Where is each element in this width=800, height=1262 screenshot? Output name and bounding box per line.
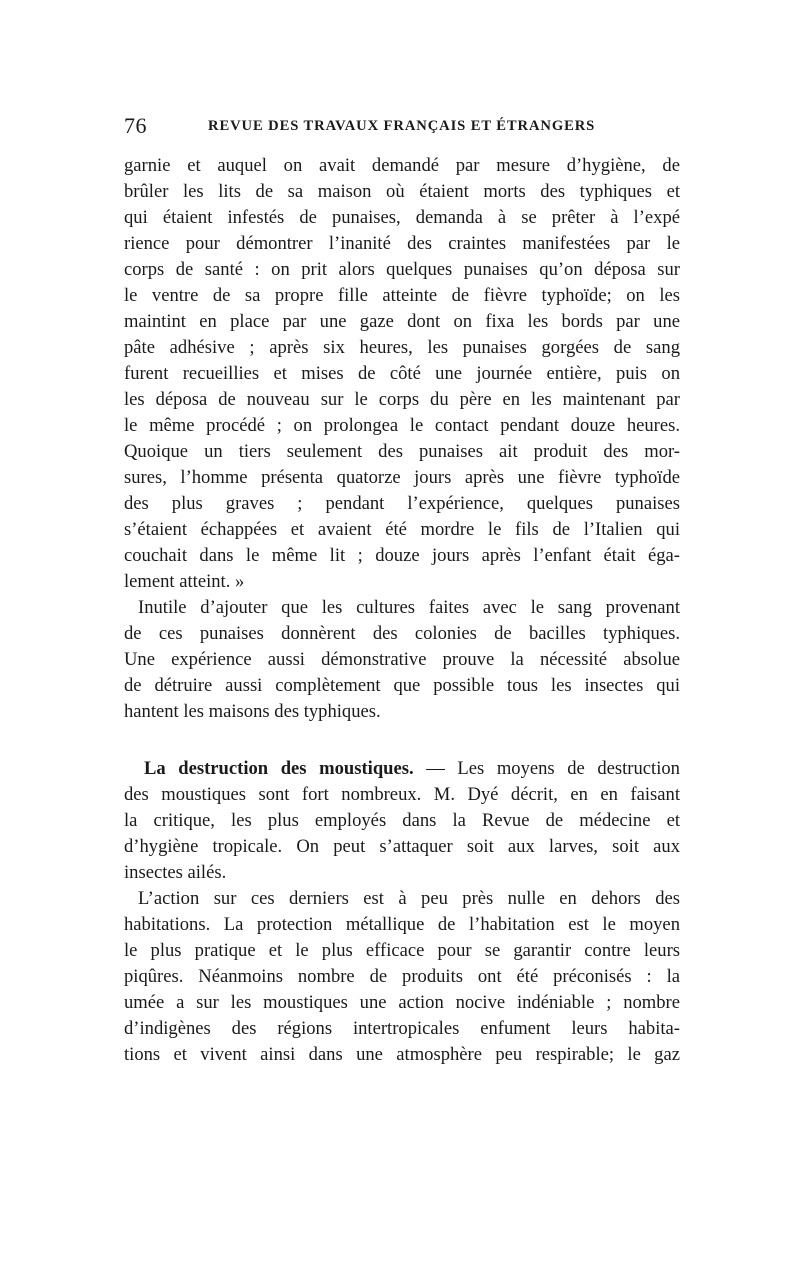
text-line: de ces punaises donnèrent des colonies de bacilles typhiques. <box>124 623 680 644</box>
text-line: d’hygiène tropicale. On peut s’attaquer soit aux larves, soit aux <box>124 836 680 857</box>
text-line: maintint en place par une gaze dont on fixa les bords par une <box>124 311 680 332</box>
text-line: furent recueillies et mises de côté une journée entière, puis on <box>124 363 680 384</box>
text-line: umée a sur les moustiques une action nocive indéniable ; nombre <box>124 992 680 1013</box>
text-line: le ventre de sa propre fille atteinte de fièvre typhoïde; on les <box>124 285 680 306</box>
text-line: qui étaient infestés de punaises, demanda à se prêter à l’expé <box>124 207 680 228</box>
text-line: habitations. La protection métallique de l’habitation est le moyen <box>124 914 680 935</box>
text-line: la critique, les plus employés dans la Revue de médecine et <box>124 810 680 831</box>
text-line: de détruire aussi complètement que possible tous les insectes qui <box>124 675 680 696</box>
text-line: couchait dans le même lit ; douze jours après l’enfant était éga- <box>124 545 680 566</box>
text-line: L’action sur ces derniers est à peu près nulle en dehors des <box>138 888 680 909</box>
text-line: brûler les lits de sa maison où étaient morts des typhiques et <box>124 181 680 202</box>
text-line: lement atteint. » <box>124 571 245 592</box>
text-line: tions et vivent ainsi dans une atmosphère peu respirable; le gaz <box>124 1044 680 1065</box>
text-line: Une expérience aussi démonstrative prouve la nécessité absolue <box>124 649 680 670</box>
page-number: 76 <box>124 113 147 138</box>
text-line: le même procédé ; on prolongea le contact pendant douze heures. <box>124 415 680 436</box>
text-line: pâte adhésive ; après six heures, les punaises gorgées de sang <box>124 337 680 358</box>
text-line: corps de santé : on prit alors quelques punaises qu’on déposa sur <box>124 259 680 280</box>
page-header <box>124 113 680 143</box>
text-line: d’indigènes des régions intertropicales enfument leurs habita- <box>124 1018 680 1039</box>
section-heading-rest: — Les moyens de destruction <box>413 758 680 779</box>
text-line: des moustiques sont fort nombreux. M. Dyé décrit, en en faisant <box>124 784 680 805</box>
text-line: Inutile d’ajouter que les cultures faites avec le sang provenant <box>138 597 680 618</box>
text-line: Quoique un tiers seulement des punaises ait produit des mor- <box>124 441 680 462</box>
text-line: le plus pratique et le plus efficace pour se garantir contre leurs <box>124 940 680 961</box>
text-line: sures, l’homme présenta quatorze jours après une fièvre typhoïde <box>124 467 680 488</box>
text-line: les déposa de nouveau sur le corps du père en les maintenant par <box>124 389 680 410</box>
section-heading: La destruction des moustiques. <box>144 758 414 779</box>
text-line: insectes ailés. <box>124 862 227 883</box>
text-line: piqûres. Néanmoins nombre de produits ont été préconisés : la <box>124 966 680 987</box>
text-line: des plus graves ; pendant l’expérience, quelques punaises <box>124 493 680 514</box>
text-line: garnie et auquel on avait demandé par mesure d’hygiène, de <box>124 155 680 176</box>
text-line: hantent les maisons des typhiques. <box>124 701 381 722</box>
section-heading-line <box>144 757 680 781</box>
running-head: REVUE DES TRAVAUX FRANÇAIS ET ÉTRANGERS <box>208 118 596 134</box>
text-line: s’étaient échappées et avaient été mordre le fils de l’Italien qui <box>124 519 680 540</box>
text-line: rience pour démontrer l’inanité des craintes manifestées par le <box>124 233 680 254</box>
